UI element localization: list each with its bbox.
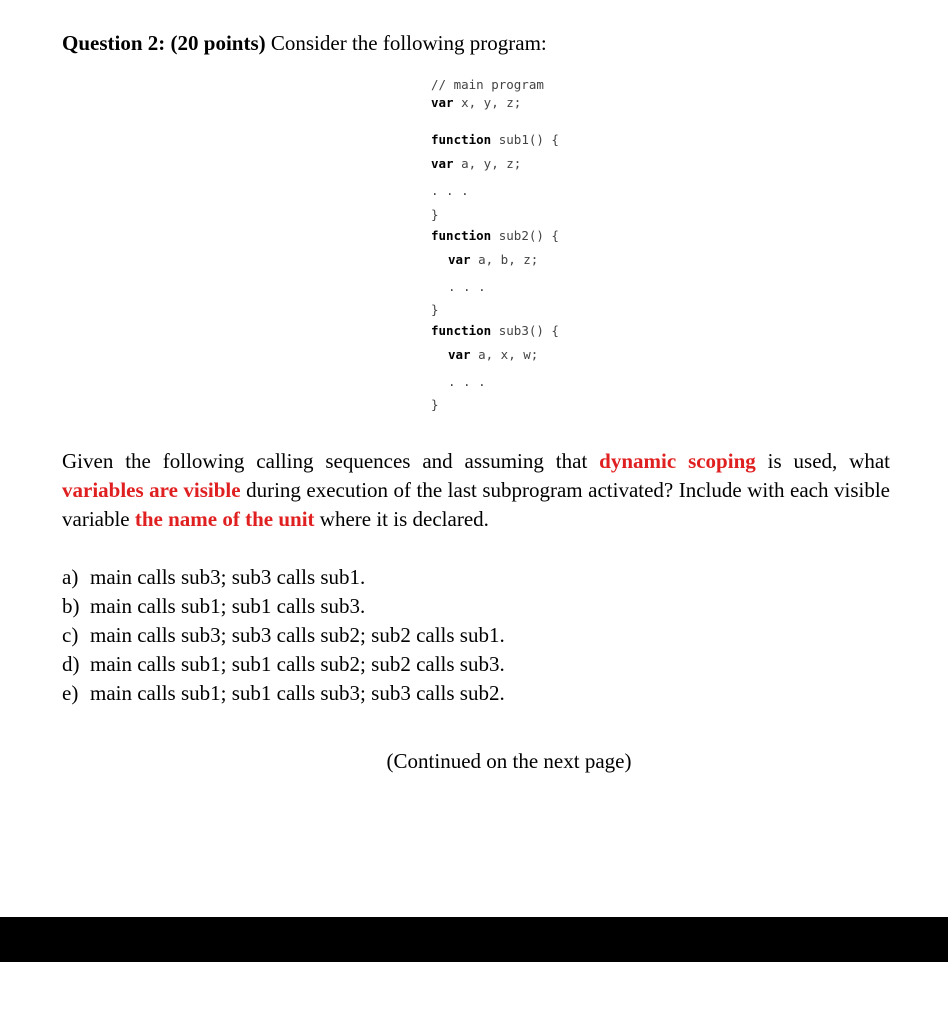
highlight-dynamic-scoping: dynamic scoping xyxy=(599,449,756,473)
highlight-variables-visible: variables are visible xyxy=(62,478,241,502)
question-label: Question 2: xyxy=(62,31,166,55)
options-list xyxy=(62,563,505,708)
code-line-sub1-sig: function sub1() { xyxy=(431,132,559,147)
list-item: a) main calls sub3; sub3 calls sub1. xyxy=(62,565,366,589)
code-line-sub1-vars: var a, y, z; xyxy=(431,156,522,171)
code-line-sub2-sig: function sub2() { xyxy=(431,228,559,243)
code-line-sub2-vars: var a, b, z; xyxy=(448,252,539,267)
code-line-comment: // main program xyxy=(431,77,544,92)
question-paragraph: Given the following calling sequences and assuming that dynamic scoping is used, what variables are visible during execution of the last subprogram activated? Include with each visible variable the name of the unit where it is declared. xyxy=(62,449,891,531)
code-line-sub1-body: . . . xyxy=(431,183,469,198)
continued-note: (Continued on the next page) xyxy=(386,749,632,773)
code-line-sub3-sig: function sub3() { xyxy=(431,323,559,338)
code-line-sub3-close: } xyxy=(431,397,439,412)
question-intro: Consider the following program: xyxy=(265,31,547,55)
highlight-unit-name: the name of the unit xyxy=(134,507,315,531)
code-line-sub3-body: . . . xyxy=(448,374,486,389)
code-line-sub2-body: . . . xyxy=(448,279,486,294)
black-bar xyxy=(0,917,948,962)
list-item: b) main calls sub1; sub1 calls sub3. xyxy=(62,594,366,618)
question-header xyxy=(62,30,547,56)
list-item: e) main calls sub1; sub1 calls sub3; sub3 calls sub2. xyxy=(62,681,505,705)
list-item: c) main calls sub3; sub3 calls sub2; sub2 calls sub1. xyxy=(62,623,505,647)
list-item: d) main calls sub1; sub1 calls sub2; sub2 calls sub3. xyxy=(62,652,505,676)
question-points: (20 points) xyxy=(170,31,266,55)
code-line-main-vars: var x, y, z; xyxy=(431,95,522,110)
code-line-sub2-close: } xyxy=(431,302,439,317)
code-line-sub1-close: } xyxy=(431,207,439,222)
code-block xyxy=(431,76,559,412)
code-line-sub3-vars: var a, x, w; xyxy=(448,347,539,362)
